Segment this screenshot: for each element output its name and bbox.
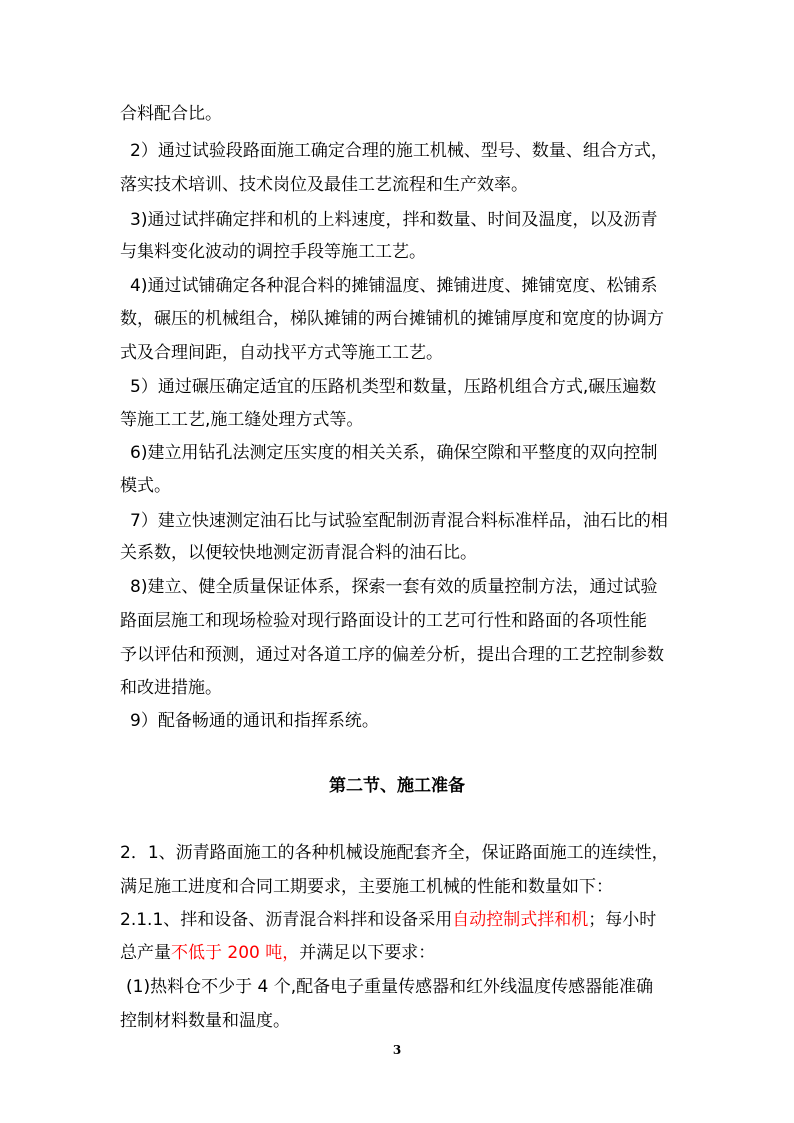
highlight-text: 不低于 200 吨， <box>171 943 300 963</box>
paragraph-line: 和改进措施。 <box>120 678 222 698</box>
paragraph-line: 式及合理间距，自动找平方式等施工工艺。 <box>120 343 443 363</box>
paragraph-line: 予以评估和预测，通过对各道工序的偏差分析，提出合理的工艺控制参数 <box>120 645 664 665</box>
paragraph-line: 路面层施工和现场检验对现行路面设计的工艺可行性和路面的各项性能 <box>120 611 647 631</box>
paragraph-line: 6)建立用钻孔法测定压实度的相关关系，确保空隙和平整度的双向控制 <box>130 443 658 463</box>
paragraph-line: 模式。 <box>120 476 171 496</box>
paragraph-line: 满足施工进度和合同工期要求，主要施工机械的性能和数量如下： <box>120 877 613 897</box>
paragraph-line: (1)热料仓不少于 4 个,配备电子重量传感器和红外线温度传感器能准确 <box>126 977 654 997</box>
paragraph-line <box>120 910 656 930</box>
paragraph-line: 关系数，以便较快地测定沥青混合料的油石比。 <box>120 543 477 563</box>
text-run: 并满足以下要求： <box>299 943 436 963</box>
paragraph-line: 2）通过试验段路面施工确定合理的施工机械、型号、数量、组合方式， <box>130 141 668 161</box>
paragraph-line: 2．1、沥青路面施工的各种机械设施配套齐全，保证路面施工的连续性， <box>120 843 669 863</box>
paragraph-line: 9）配备畅通的通讯和指挥系统。 <box>130 711 379 731</box>
text-run: 2.1.1、拌和设备、沥青混合料拌和设备采用 <box>120 910 453 930</box>
paragraph-line <box>120 943 435 963</box>
page-number: 3 <box>392 1043 402 1057</box>
paragraph-line: 等施工工艺,施工缝处理方式等。 <box>120 410 364 430</box>
paragraph-line: 8)建立、健全质量保证体系，探索一套有效的质量控制方法，通过试验 <box>130 577 658 597</box>
paragraph-line: 落实技术培训、技术岗位及最佳工艺流程和生产效率。 <box>120 175 528 195</box>
paragraph-line: 合料配合比。 <box>120 104 222 124</box>
paragraph-line: 控制材料数量和温度。 <box>120 1011 290 1031</box>
text-run: 总产量 <box>120 943 171 963</box>
paragraph-line: 4)通过试铺确定各种混合料的摊铺温度、摊铺进度、摊铺宽度、松铺系 <box>130 276 658 296</box>
paragraph-line: 7）建立快速测定油石比与试验室配制沥青混合料标准样品，油石比的相 <box>130 511 668 531</box>
text-run: ；每小时 <box>588 910 657 930</box>
section-heading: 第二节、施工准备 <box>329 776 465 796</box>
paragraph-line: 5）通过碾压确定适宜的压路机类型和数量，压路机组合方式,碾压遍数 <box>130 377 657 397</box>
paragraph-line: 数，碾压的机械组合，梯队摊铺的两台摊铺机的摊铺厚度和宽度的协调方 <box>120 309 664 329</box>
paragraph-line: 3)通过试拌确定拌和机的上料速度，拌和数量、时间及温度，以及沥青 <box>130 210 658 230</box>
paragraph-line: 与集料变化波动的调控手段等施工工艺。 <box>120 242 426 262</box>
highlight-text: 自动控制式拌和机 <box>452 910 589 930</box>
